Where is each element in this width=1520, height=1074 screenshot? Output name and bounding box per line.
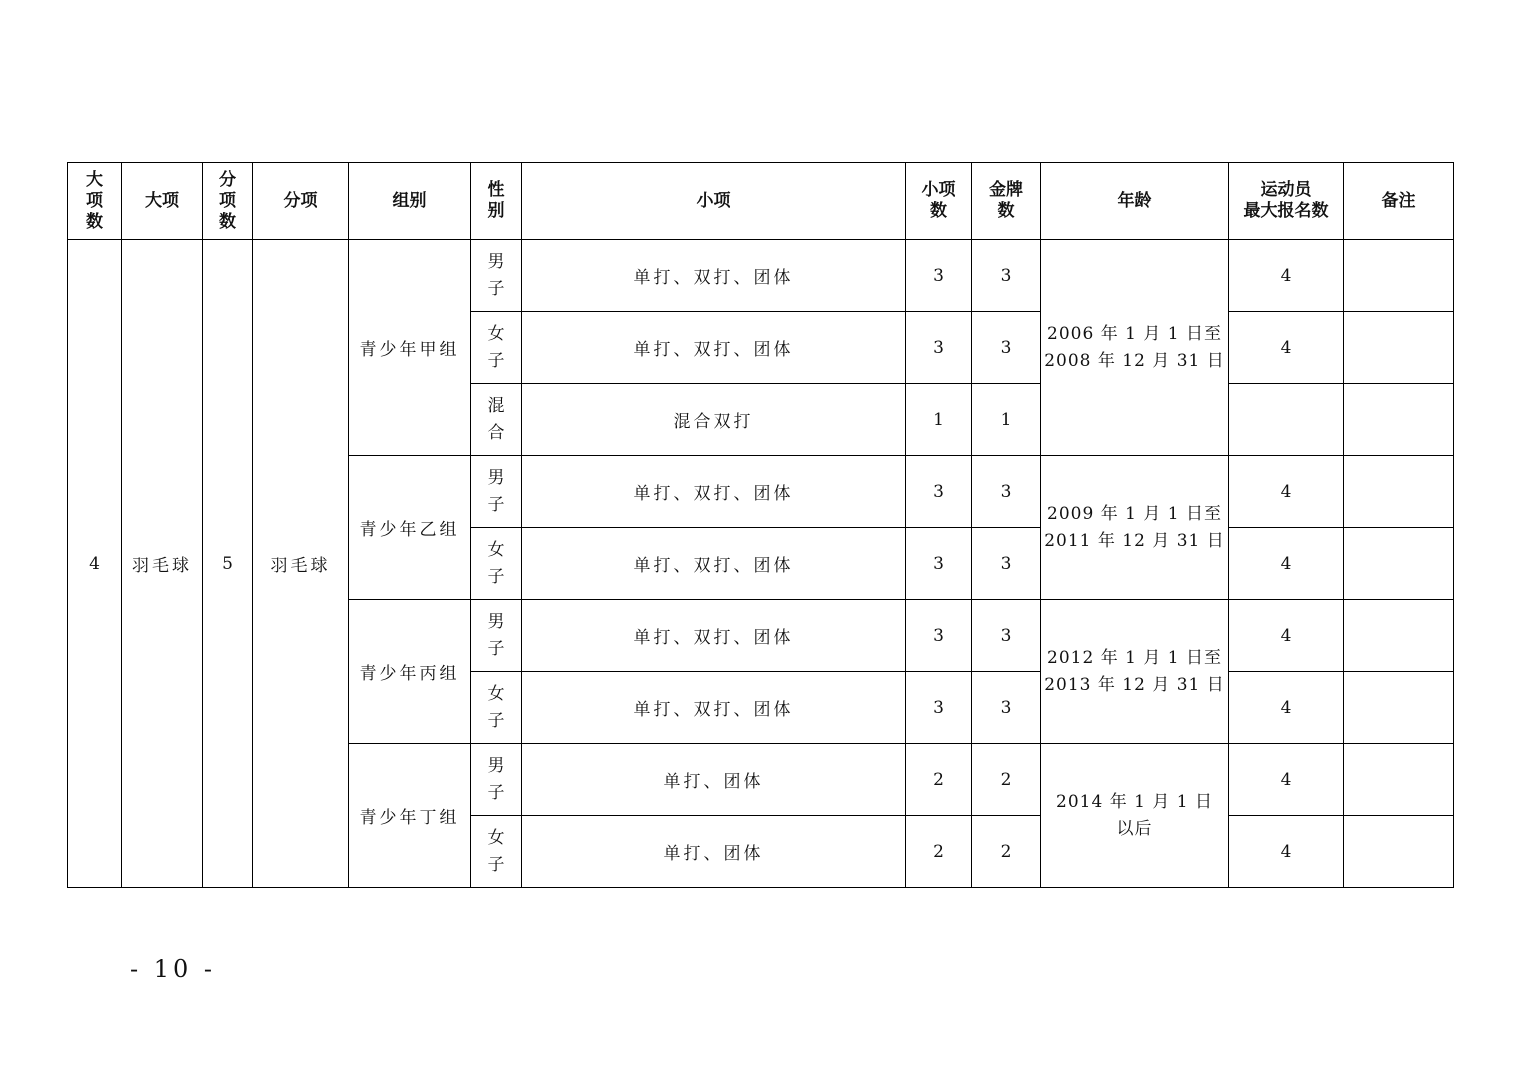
header-max-entries: 运动员 最大报名数 xyxy=(1229,163,1344,240)
event-count-cell: 2 xyxy=(906,816,972,888)
max-entries-cell: 4 xyxy=(1229,456,1344,528)
event-cell: 单打、双打、团体 xyxy=(522,312,906,384)
gender-cell: 女 子 xyxy=(471,816,522,888)
header-major-count: 大 项 数 xyxy=(68,163,122,240)
table-row xyxy=(68,240,1454,312)
event-cell: 混合双打 xyxy=(522,384,906,456)
header-medal-count: 金牌 数 xyxy=(972,163,1041,240)
header-event-count: 小项 数 xyxy=(906,163,972,240)
gender-cell: 女 子 xyxy=(471,672,522,744)
remarks-cell xyxy=(1344,744,1454,816)
gender-cell: 混 合 xyxy=(471,384,522,456)
medal-count-cell: 2 xyxy=(972,744,1041,816)
age-cell: 2014 年 1 月 1 日 以后 xyxy=(1041,744,1229,888)
remarks-cell xyxy=(1344,816,1454,888)
remarks-cell xyxy=(1344,384,1454,456)
remarks-cell xyxy=(1344,312,1454,384)
max-entries-cell: 4 xyxy=(1229,744,1344,816)
medal-count-cell: 3 xyxy=(972,456,1041,528)
gender-cell: 男 子 xyxy=(471,600,522,672)
gender-cell: 男 子 xyxy=(471,744,522,816)
header-gender: 性 别 xyxy=(471,163,522,240)
event-count-cell: 3 xyxy=(906,600,972,672)
event-count-cell: 2 xyxy=(906,744,972,816)
age-cell: 2006 年 1 月 1 日至 2008 年 12 月 31 日 xyxy=(1041,240,1229,456)
event-count-cell: 3 xyxy=(906,672,972,744)
remarks-cell xyxy=(1344,672,1454,744)
header-remarks: 备注 xyxy=(1344,163,1454,240)
max-entries-cell: 4 xyxy=(1229,600,1344,672)
gender-cell: 女 子 xyxy=(471,528,522,600)
sub-count-cell: 5 xyxy=(203,240,253,888)
header-major: 大项 xyxy=(122,163,203,240)
max-entries-cell: 4 xyxy=(1229,672,1344,744)
event-count-cell: 3 xyxy=(906,528,972,600)
event-count-cell: 3 xyxy=(906,240,972,312)
header-event: 小项 xyxy=(522,163,906,240)
medal-count-cell: 3 xyxy=(972,240,1041,312)
max-entries-cell: 4 xyxy=(1229,312,1344,384)
event-cell: 单打、双打、团体 xyxy=(522,456,906,528)
event-cell: 单打、双打、团体 xyxy=(522,600,906,672)
medal-count-cell: 3 xyxy=(972,600,1041,672)
remarks-cell xyxy=(1344,456,1454,528)
events-table xyxy=(67,162,1454,888)
gender-cell: 女 子 xyxy=(471,312,522,384)
group-cell: 青少年丁组 xyxy=(349,744,471,888)
event-count-cell: 1 xyxy=(906,384,972,456)
medal-count-cell: 3 xyxy=(972,672,1041,744)
header-age: 年龄 xyxy=(1041,163,1229,240)
header-row xyxy=(68,163,1454,240)
major-count-cell: 4 xyxy=(68,240,122,888)
header-sub-count: 分 项 数 xyxy=(203,163,253,240)
gender-cell: 男 子 xyxy=(471,456,522,528)
gender-cell: 男 子 xyxy=(471,240,522,312)
group-cell: 青少年乙组 xyxy=(349,456,471,600)
max-entries-cell: 4 xyxy=(1229,528,1344,600)
page-number: - 10 - xyxy=(130,955,217,983)
medal-count-cell: 2 xyxy=(972,816,1041,888)
remarks-cell xyxy=(1344,240,1454,312)
group-cell: 青少年丙组 xyxy=(349,600,471,744)
event-cell: 单打、团体 xyxy=(522,816,906,888)
event-cell: 单打、双打、团体 xyxy=(522,240,906,312)
event-cell: 单打、双打、团体 xyxy=(522,528,906,600)
medal-count-cell: 1 xyxy=(972,384,1041,456)
remarks-cell xyxy=(1344,600,1454,672)
max-entries-cell: 4 xyxy=(1229,816,1344,888)
event-count-cell: 3 xyxy=(906,456,972,528)
event-cell: 单打、双打、团体 xyxy=(522,672,906,744)
event-count-cell: 3 xyxy=(906,312,972,384)
max-entries-cell xyxy=(1229,384,1344,456)
header-sub: 分项 xyxy=(253,163,349,240)
age-cell: 2009 年 1 月 1 日至 2011 年 12 月 31 日 xyxy=(1041,456,1229,600)
medal-count-cell: 3 xyxy=(972,312,1041,384)
major-cell: 羽毛球 xyxy=(122,240,203,888)
max-entries-cell: 4 xyxy=(1229,240,1344,312)
remarks-cell xyxy=(1344,528,1454,600)
event-cell: 单打、团体 xyxy=(522,744,906,816)
header-group: 组别 xyxy=(349,163,471,240)
sub-cell: 羽毛球 xyxy=(253,240,349,888)
age-cell: 2012 年 1 月 1 日至 2013 年 12 月 31 日 xyxy=(1041,600,1229,744)
medal-count-cell: 3 xyxy=(972,528,1041,600)
group-cell: 青少年甲组 xyxy=(349,240,471,456)
